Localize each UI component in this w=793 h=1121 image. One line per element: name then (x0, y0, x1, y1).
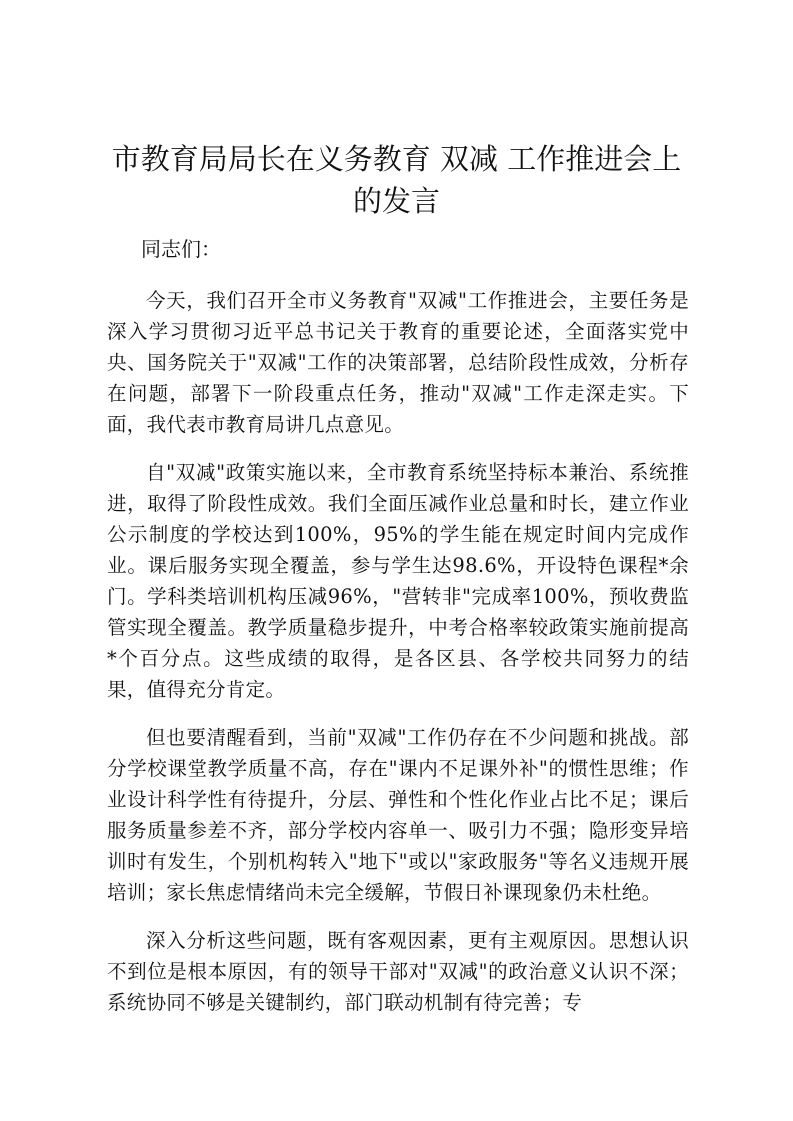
salutation: 同志们： (141, 237, 221, 261)
document-title: 市教育局局长在义务教育 双减 工作推进会上的发言 (111, 142, 682, 218)
paragraph-opening: 今天，我们召开全市义务教育"双减"工作推进会，主要任务是深入学习贯彻习近平总书记关于教育的重要论述，全面落实党中央、国务院关于"双减"工作的决策部署，总结阶段性成效，分析存在问题，部署下一阶段重点任务，推动"双减"工作走深走实。下面，我代表市教育局讲几点意见。 (107, 289, 689, 436)
paragraph-analysis: 深入分析这些问题，既有客观因素，更有主观原因。思想认识不到位是根本原因，有的领导干部对"双减"的政治意义认识不深；系统协同不够是关键制约，部门联动机制有待完善；专 (107, 929, 689, 1014)
paragraph-problems: 但也要清醒看到，当前"双减"工作仍存在不少问题和挑战。部分学校课堂教学质量不高，存在"课内不足课外补"的惯性思维；作业设计科学性有待提升，分层、弹性和个性化作业占比不足；课后服务质量参差不齐，部分学校内容单一、吸引力不强；隐形变异培训时有发生，个别机构转入"地下"或以"家政服务"等名义违规开展培训；家长焦虑情绪尚未完全缓解，节假日补课现象仍未杜绝。 (107, 726, 689, 904)
paragraph-achievements: 自"双减"政策实施以来，全市教育系统坚持标本兼治、系统推进，取得了阶段性成效。我们全面压减作业总量和时长，建立作业公示制度的学校达到100%，95%的学生能在规定时间内完成作业。课后服务实现全覆盖，参与学生达98.6%，开设特色课程*余门。学科类培训机构压减96%，"营转非"完成率100%，预收费监管实现全覆盖。教学质量稳步提升，中考合格率较政策实施前提高*个百分点。这些成绩的取得，是各区县、各学校共同努力的结果，值得充分肯定。 (107, 461, 689, 701)
document-body (107, 234, 689, 1035)
